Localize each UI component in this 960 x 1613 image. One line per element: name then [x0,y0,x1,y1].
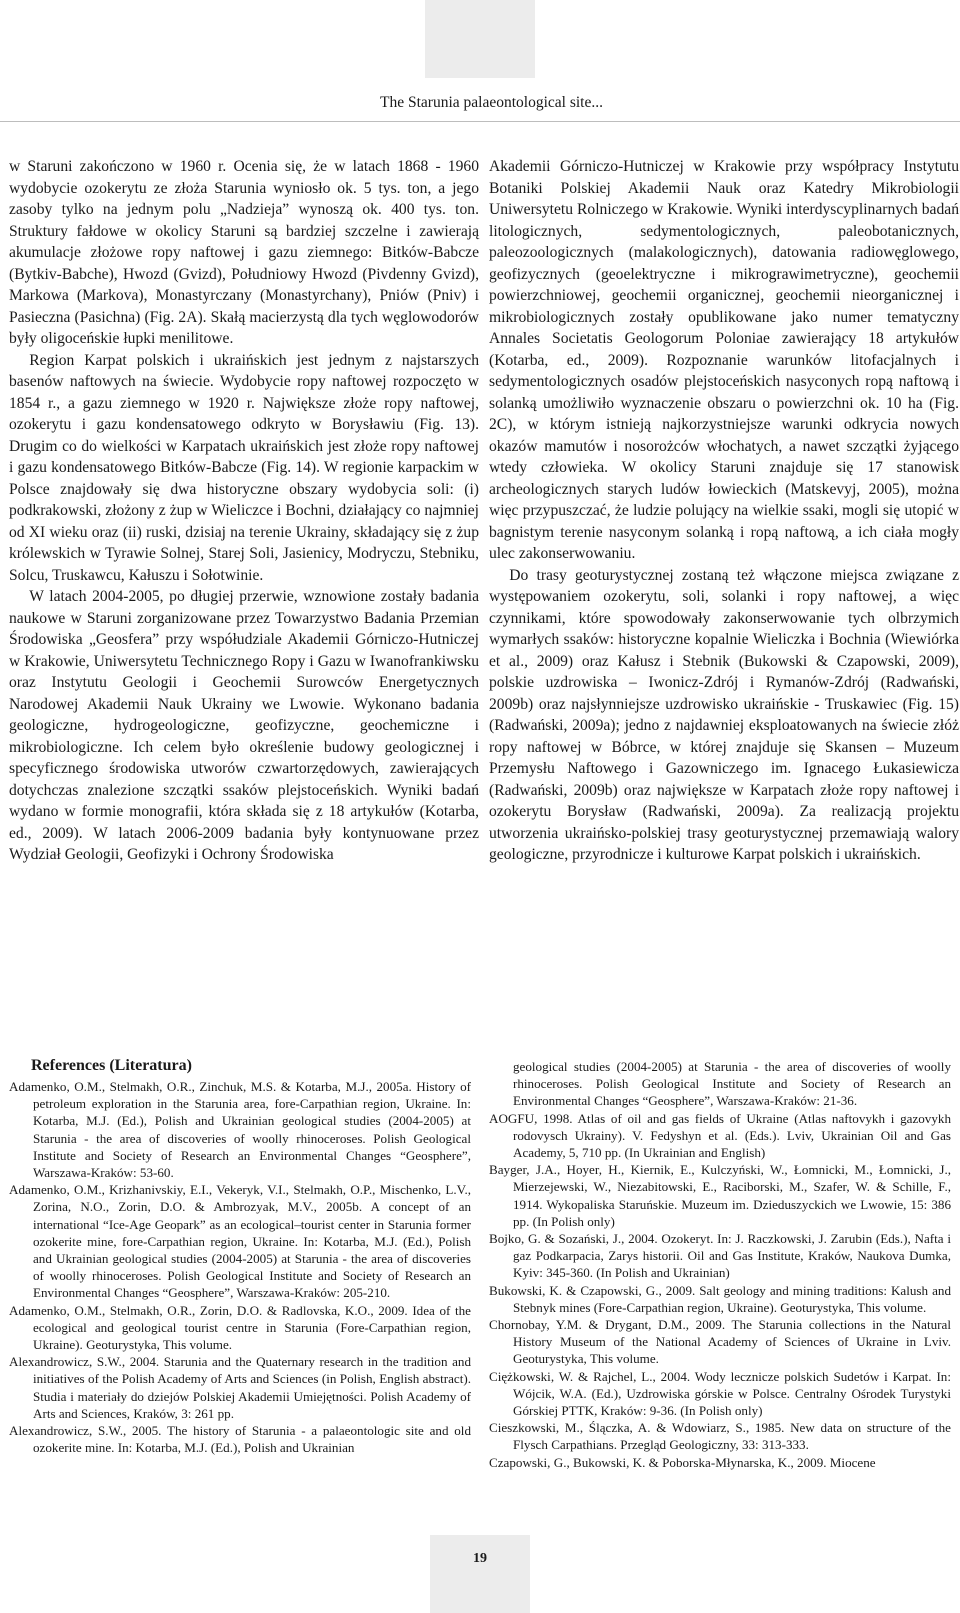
paragraph: w Staruni zakończono w 1960 r. Ocenia się, że w latach 1868 - 1960 wydobycie ozokerytu ze złoża Starunia wyniosło ok. 5 tys. ton, a jego zasoby tylko na jednym polu „Nadzieja” wynoszą ok. 400 tys. ton. Struktury fałdowe w okolicy Staruni są bardziej szczelne i zawierają akumulacje złożowe ropy naftowej i gazu ziemnego: Bitków-Babcze (Bytkiv-Babche), Hwozd (Gvizd), Południowy Hwozd (Pivdenny Gvizd), Markowa (Markova), Monastyrczany (Monastyrchany), Pniów (Pniv) i Pasieczna (Pasichna) (Fig. 2A). Skałą macierzystą dla tych węglowodorów były oligoceńskie łupki menilitowe. [9,158,479,347]
paragraph: Do trasy geoturystycznej zostaną też włączone miejsca związane z występowaniem ozokerytu, soli, solanki i ropy naftowej, a więc czynnikami, które spowodowały zakonserwowanie tych olbrzymich wymarłych ssaków: historyczne kopalnie Wieliczka i Bochnia (Wiewiórka et al., 2009) oraz Kałusz i Stebnik (Bukowski & Czapowski, 2009), polskie uzdrowiska – Iwonicz-Zdrój i Rymanów-Zdrój (Radwański, 2009b) oraz najsłynniejsze uzdrowisko ukraińskie - Truskawiec (Fig. 15) (Radwański, 2009a); jedno z najdawniej eksploatowanych na świecie złóż ropy naftowej w Bóbrce, w której znajduje się Skansen – Muzeum Przemysłu Naftowego i Gazowniczego im. Ignacego Łukasiewicza (Radwański, 2009b) oraz największe w Karpatach złoże ropy naftowej i ozokerytu Borysław (Radwański, 2009a). Za realizacją projektu utworzenia ukraińsko-polskiej trasy geoturystycznej przemawiają walory geologiczne, przyrodnicze i kulturowe Karpat polskich i ukraińskich. [489,566,959,863]
reference-continuation: geological studies (2004-2005) at Starunia - the area of discoveries of woolly rhinoceroses. Polish Geological Institute and Society of Research an Environmental Changes “Geosphere”, Warszawa-Kraków: 21-36. [513,1059,951,1109]
reference-entry: Ciężkowski, W. & Rajchel, L., 2004. Wody lecznicze polskich Sudetów i Karpat. In: Wójcik, W.A. (Ed.), Uzdrowiska górskie w Polsce. Centralny Ośrodek Turystyki Górskiej PTTK, Kraków: 9-36. (In Polish only) [489,1368,951,1419]
reference-entry: Alexandrowicz, S.W., 2004. Starunia and the Quaternary research in the tradition and initiatives of the Polish Academy of Arts and Sciences (in Polish, English abstract). Studia i materiały do dziejów Polskiej Akademii Umiejętności. Polish Academy of Arts and Sciences, Kraków, 3: 261 pp. [9,1354,471,1421]
paragraph: W latach 2004-2005, po długiej przerwie, wznowione zostały badania naukowe w Staruni zorganizowane przez Towarzystwo Badania Przemian Środowiska „Geosfera” przy współudziale Akademii Górniczo-Hutniczej w Krakowie, Uniwersytetu Technicznego Ropy i Gazu w Iwanofrankiwsku oraz Instytutu Geologii i Geochemii Surowców Energetycznych Narodowej Akademii Nauk Ukrainy we Lwowie. Wykonano badania geologiczne, hydrogeologiczne, geofizyczne, geochemiczne i mikrobiologiczne. Ich celem było określenie budowy geologicznej i specyficznego środowiska utworów czwartorzędowych, zawierających dotychczas znalezione szczątki ssaków plejstoceńskich. Wyniki badań wydano w formie monografii, która składa się z 18 artykułów (Kotarba, ed., 2009). W latach 2006-2009 badania były kontynuowane przez Wydział Geologii, Geofizyki i Ochrony Środowiska [9,588,479,863]
references-heading: References (Literatura) [31,1057,192,1074]
body-column-left [9,156,479,866]
reference-entry: Adamenko, O.M., Stelmakh, O.R., Zinchuk, M.S. & Kotarba, M.J., 2005a. History of petroleum exploration in the Starunia area, fore-Carpathian region, Ukraine. In: Kotarba, M.J. (Ed.), Polish and Ukrainian geological studies (2004-2005) at Starunia - the area of discoveries of woolly rhinoceroses. Polish Geological Institute and Society of Research an Environmental Changes “Geosphere”, Warszawa-Kraków: 53-60. [9,1079,471,1181]
running-head: The Starunia palaeontological site... [380,94,603,111]
paragraph: Region Karpat polskich i ukraińskich jest jednym z najstarszych basenów naftowych na świecie. Wydobycie ropy naftowej rozpoczęto w 1854 r., a gazu ziemnego w 1920 r. Największe złoże ropy naftowej, ozokerytu i gazu kondensatowego odkryto w Borysławiu (Fig. 13). Drugim co do wielkości w Karpatach ukraińskich jest złoże ropy naftowej i gazu kondensatowego Bitków-Babcze (Fig. 14). W regionie karpackim w Polsce znajdowały się dwa historyczne obszary wydobycia soli: (i) podkrakowski, złożony z żup w Wieliczce i Bochni, działający co najmniej od XI wieku oraz (ii) ruski, dzisiaj na terenie Ukrainy, składający się z żup królewskich w Tyrawie Solnej, Starej Soli, Jasienicy, Modryczu, Stebniku, Solcu, Truskawcu, Kałuszu i Sołotwinie. [9,351,479,584]
page-number: 19 [430,1535,530,1613]
reference-entry: Chornobay, Y.M. & Drygant, D.M., 2009. The Starunia collections in the Natural History Museum of the National Academy of Sciences of Ukraine in Lviv. Geoturystyka, This volume. [489,1317,951,1367]
body-column-right [489,156,959,866]
paragraph: Akademii Górniczo-Hutniczej w Krakowie przy współpracy Instytutu Botaniki Polskiej Akademii Nauk oraz Katedry Mikrobiologii Uniwersytetu Rolniczego w Krakowie. Wyniki interdyscyplinarnych badań litologicznych, sedymentologicznych, paleobotanicznych, paleozoologicznych (malakologicznych), datowania radiowęglowego, geofizycznych (geoelektryczne i mikrograwimetryczne), geochemii powierzchniowej, geochemii organicznej, geochemii nieorganicznej i mikrobiologicznych zostały opublikowane jako numer tematyczny Annales Societatis Geologorum Poloniae zawierający 18 artykułów (Kotarba, ed., 2009). Rozpoznanie warunków litofacjalnych i sedymentologicznych osadów plejstoceńskich nasyconych ropą naftową i solanką umożliwiło wyznaczenie obszaru o powierzchni ok. 10 ha (Fig. 2C), w którym istnieją najkorzystniejsze warunki odkrycia nowych okazów mamutów i nosorożców włochatych, a nawet szczątki żyjącego wtedy człowieka. W okolicy Staruni znajduje się 17 stanowisk archeologicznych starych ludów łowieckich (Matskevyj, 2005), można więc przypuszczać, że ludzie polujący na wielkie ssaki, mogli się utopić w bagnistym terenie nasyconym solanką i ropą naftową, a ich ciała mogły ulec zakonserwowaniu. [489,158,959,562]
reference-entry: AOGFU, 1998. Atlas of oil and gas fields of Ukraine (Atlas naftovykh i gazovykh rodovysch Ukrainy). V. Fedyshyn et al. (Eds.). Lviv, Ukrainian Oil and Gas Academy, 5, 710 pp. (In Ukrainian and English) [489,1110,951,1161]
references-right [489,1058,951,1471]
reference-entry: Bojko, G. & Sozański, J., 2004. Ozokeryt. In: J. Raczkowski, J. Zarubin (Eds.), Nafta i gaz Podkarpacia, Zarys historii. Oil and Gas Institute, Kraków, Naukova Dumka, Kyiv: 345-360. (In Polish and Ukrainian) [489,1231,951,1281]
top-page-tab [425,0,535,78]
references-left [9,1055,471,1456]
header-rule [0,121,960,122]
reference-entry: Adamenko, O.M., Stelmakh, O.R., Zorin, D.O. & Radlovska, K.O., 2009. Idea of the ecological and geological tourist centre in Starunia (Fore-Carpathian region, Ukraine). Geoturystyka, This volume. [9,1302,471,1353]
reference-entry: Bukowski, K. & Czapowski, G., 2009. Salt geology and mining traditions: Kalush and Stebnyk mines (Fore-Carpathian region, Ukraine). Geoturystyka, This volume. [489,1282,951,1315]
reference-entry: Alexandrowicz, S.W., 2005. The history of Starunia - a palaeontologic site and old ozokerite mine. In: Kotarba, M.J. (Ed.), Polish and Ukrainian [9,1423,471,1456]
reference-entry: Adamenko, O.M., Krizhanivskiy, E.I., Vekeryk, V.I., Stelmakh, O.P., Mischenko, L.V., Zorina, N.O., Zorin, D.O. & Ambrozyak, M.V., 2005b. A concept of an international “Ice-Age Geopark” as an ecological–tourist center in Starunia former ozokerite mine, fore-Carpathian region, Ukraine. In: Kotarba, M.J. (Ed.), Polish and Ukrainian geological studies (2004-2005) at Starunia - the area of discoveries of woolly rhinoceroses. Polish Geological Institute and Society of Research an Environmental Changes “Geosphere”, Warszawa-Kraków: 205-210. [9,1182,471,1301]
reference-entry: Czapowski, G., Bukowski, K. & Poborska-Młynarska, K., 2009. Miocene [489,1454,876,1470]
reference-entry: Cieszkowski, M., Ślączka, A. & Wdowiarz, S., 1985. New data on structure of the Flysch Carpathians. Przegląd Geologiczny, 33: 313-333. [489,1420,951,1453]
reference-entry: Bayger, J.A., Hoyer, H., Kiernik, E., Kulczyński, W., Łomnicki, M., Łomnicki, J., Mierzejewski, W., Niezabitowski, E., Raciborski, M., Szafer, W. & Schille, F., 1914. Wykopaliska Staruńskie. Muzeum im. Dzieduszyckich we Lwowie, 15: 386 pp. (In Polish only) [489,1162,951,1229]
